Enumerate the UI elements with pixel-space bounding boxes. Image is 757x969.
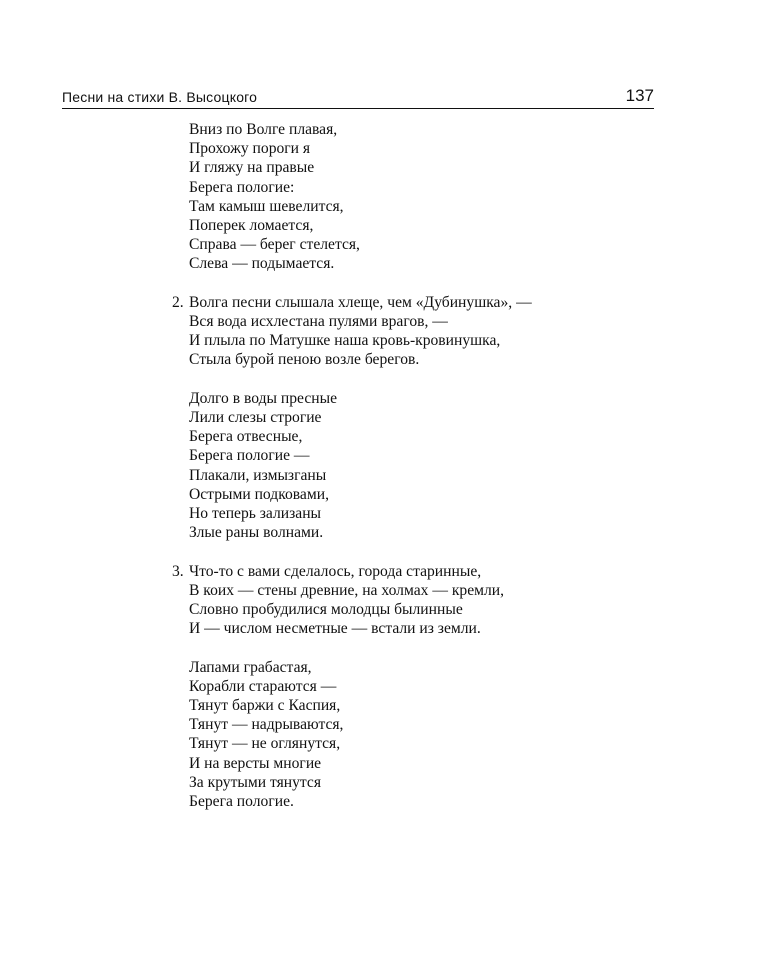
stanza bbox=[189, 658, 532, 812]
verse-line: Волга песни слышала хлеще, чем «Дубинушка», — bbox=[189, 293, 532, 311]
verse-line: Словно пробудилися молодцы былинные bbox=[189, 601, 463, 619]
verse-line: И гляжу на правые bbox=[189, 159, 315, 177]
verse-line: Тянут — не оглянутся, bbox=[189, 735, 341, 753]
verse-line: Лили слезы строгие bbox=[189, 409, 322, 427]
stanza-number: 2. bbox=[172, 293, 184, 311]
verse-line: Стыла бурой пеною возле берегов. bbox=[189, 351, 420, 369]
verse-line: Тянут — надрываются, bbox=[189, 716, 344, 734]
verse-line: Берега пологие. bbox=[189, 793, 294, 811]
verse-line: Злые раны волнами. bbox=[189, 524, 324, 542]
verse-line: Справа — берег стелется, bbox=[189, 236, 360, 254]
verse-line: Лапами грабастая, bbox=[189, 658, 312, 676]
stanza bbox=[189, 389, 532, 543]
verse-line: И на версты многие bbox=[189, 754, 322, 772]
stanza-number: 3. bbox=[172, 562, 184, 580]
verse-line: Вниз по Волге плавая, bbox=[189, 121, 338, 138]
verse-line: И — числом несметные — встали из земли. bbox=[189, 620, 481, 638]
verse-line: Долго в воды пресные bbox=[189, 389, 338, 407]
verse-line: Корабли стараются — bbox=[189, 677, 337, 695]
verse-line: Берега пологие — bbox=[189, 447, 310, 465]
verse-line: И плыла по Матушке наша кровь-кровинушка, bbox=[189, 332, 501, 350]
page-number: 137 bbox=[625, 86, 654, 105]
verse-line: Там камыш шевелится, bbox=[189, 197, 344, 215]
verse-line: Поперек ломается, bbox=[189, 217, 314, 235]
verse-line: Берега отвесные, bbox=[189, 428, 303, 446]
page-header bbox=[62, 86, 654, 109]
verse-line: В коих — стены древние, на холмах — кремли, bbox=[189, 581, 505, 599]
verse-line: Острыми подковами, bbox=[189, 485, 329, 503]
poem-text bbox=[172, 120, 532, 830]
verse-line: Вся вода исхлестана пулями врагов, — bbox=[189, 313, 448, 331]
verse-line: Слева — подымается. bbox=[189, 255, 335, 273]
stanza bbox=[172, 293, 532, 370]
verse-line: За крутыми тянутся bbox=[189, 773, 322, 791]
stanza bbox=[172, 562, 532, 639]
stanza bbox=[189, 120, 532, 274]
verse-line: Плакали, измызганы bbox=[189, 466, 327, 484]
verse-line: Что-то с вами сделалось, города старинные, bbox=[189, 562, 482, 580]
running-title: Песни на стихи В. Высоцкого bbox=[62, 89, 258, 105]
verse-line: Тянут баржи с Каспия, bbox=[189, 697, 341, 715]
verse-line: Берега пологие: bbox=[189, 178, 295, 196]
verse-line: Прохожу пороги я bbox=[189, 140, 311, 158]
verse-line: Но теперь зализаны bbox=[189, 505, 322, 523]
